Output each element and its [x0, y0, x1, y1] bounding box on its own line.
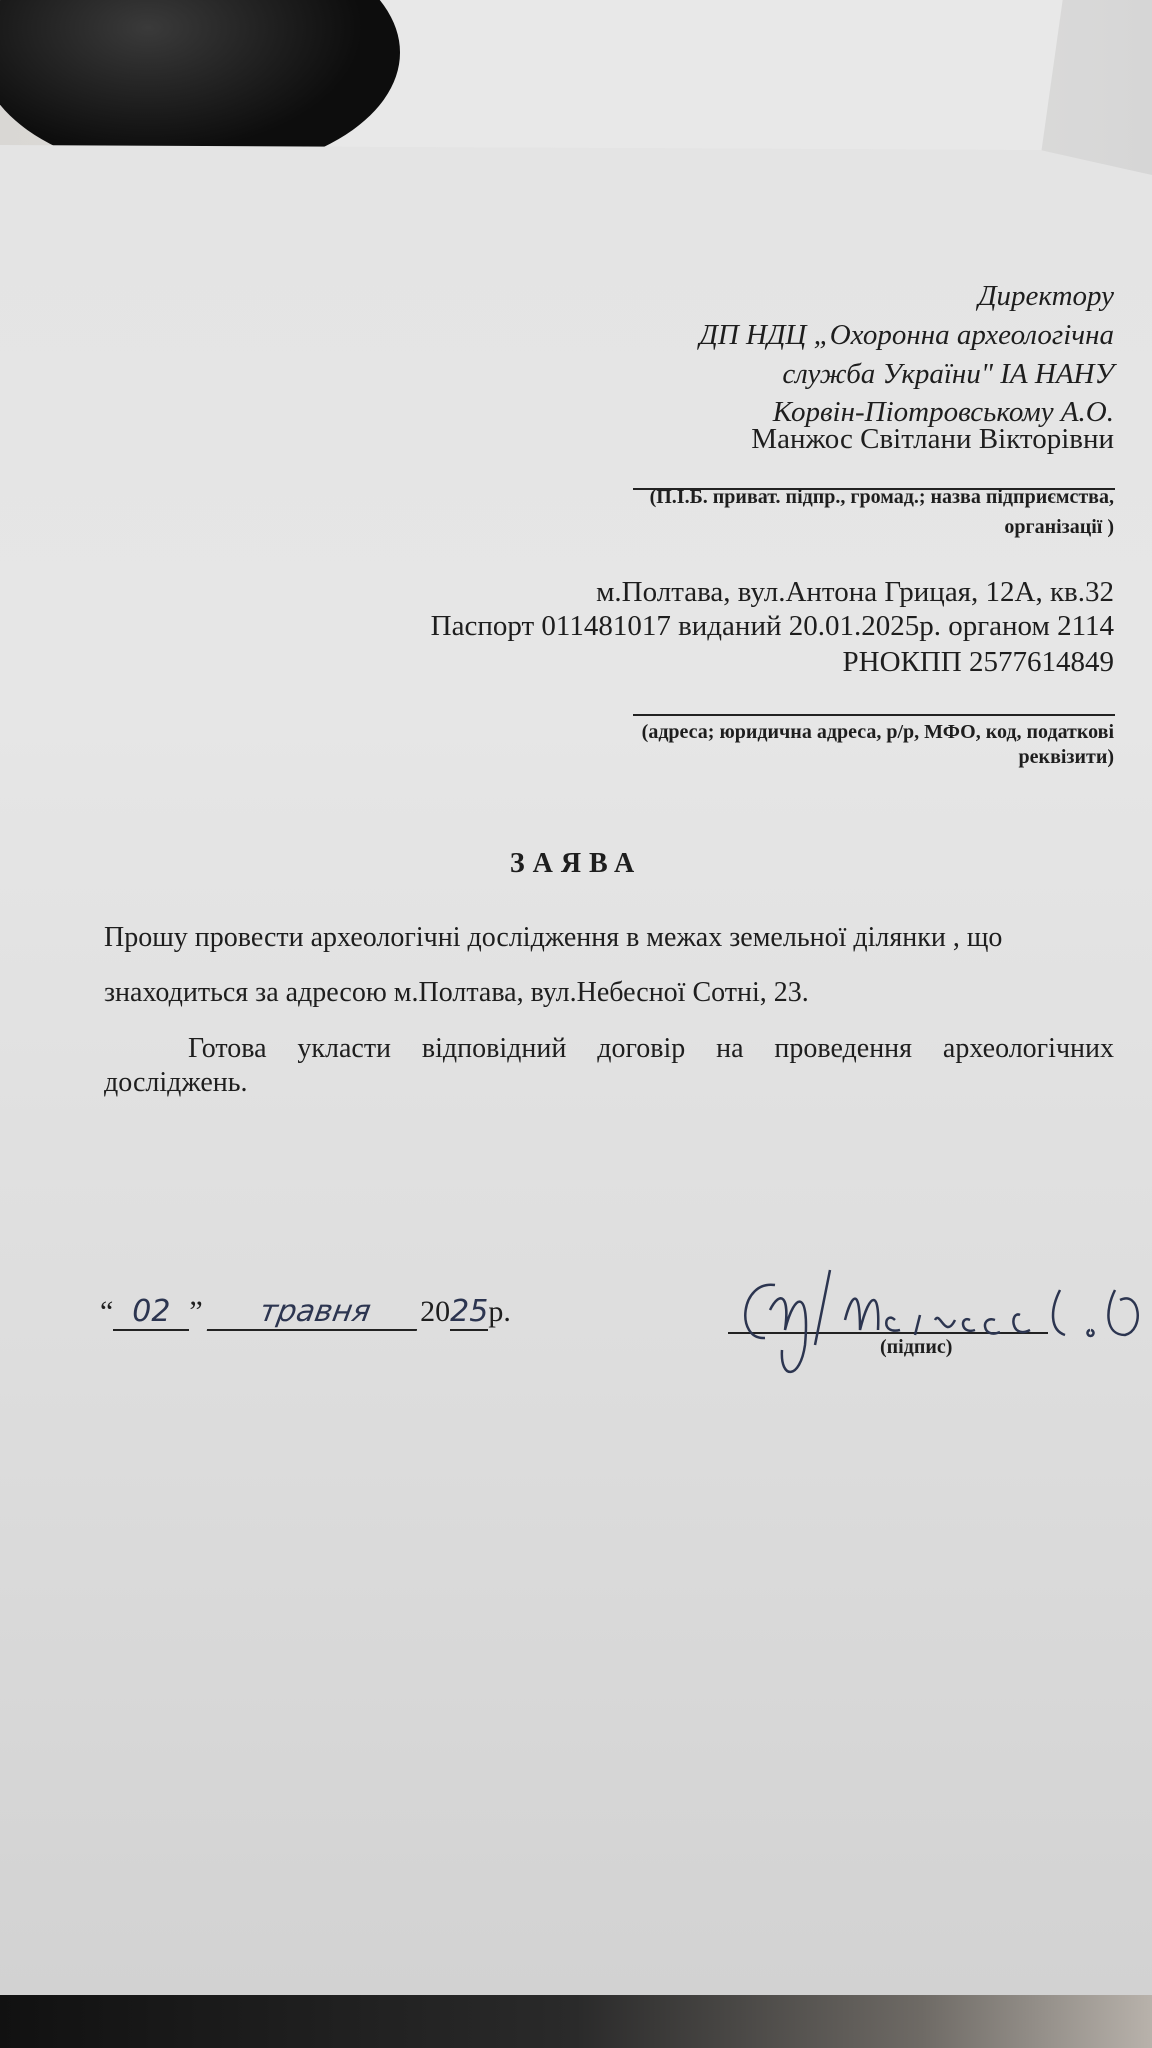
applicant-passport: Паспорт 011481017 виданий 20.01.2025р. органом 2114 [430, 610, 1114, 642]
date-line [100, 1294, 511, 1331]
date-month: травня [207, 1294, 424, 1331]
recipient-line: Директору [978, 280, 1114, 312]
recipient-line: служба України" ІА НАНУ [782, 358, 1114, 390]
year-unit: р. [488, 1295, 511, 1328]
recipient-line: ДП НДЦ „Охоронна археологічна [699, 319, 1114, 351]
signature-caption: (підпис) [880, 1336, 953, 1358]
body-text: Готова укласти відповідний договір на проведення археологічних [188, 1033, 1114, 1064]
name-caption: (П.І.Б. приват. підпр., громад.; назва підприємства, [649, 486, 1114, 508]
applicant-tax-id: РНОКПП 2577614849 [842, 646, 1114, 678]
body-text: Прошу провести археологічні дослідження в межах земельної ділянки , що [104, 922, 1003, 953]
year-suffix: 25 [450, 1294, 489, 1329]
quote-close: ” [189, 1295, 203, 1328]
quote-open: “ [100, 1295, 114, 1328]
applicant-name: Манжос Світлани Вікторівни [751, 423, 1114, 455]
body-text: досліджень. [104, 1067, 248, 1098]
date-day: 02 [113, 1294, 189, 1331]
document-title: ЗАЯВА [509, 848, 643, 879]
address-underline [633, 714, 1115, 716]
name-caption: організації ) [1004, 516, 1114, 538]
bottom-edge [0, 1995, 1152, 2048]
address-caption: (адреса; юридична адреса, р/р, МФО, код, податкові [641, 721, 1114, 743]
year-prefix: 20 [420, 1295, 451, 1328]
recipient-line: Корвін-Піотровському А.О. [772, 396, 1114, 428]
signature [720, 1250, 1152, 1380]
applicant-address: м.Полтава, вул.Антона Грицая, 12А, кв.32 [596, 576, 1114, 608]
address-caption: реквізити) [1018, 746, 1114, 768]
body-text: знаходиться за адресою м.Полтава, вул.Небесної Сотні, 23. [104, 977, 809, 1008]
